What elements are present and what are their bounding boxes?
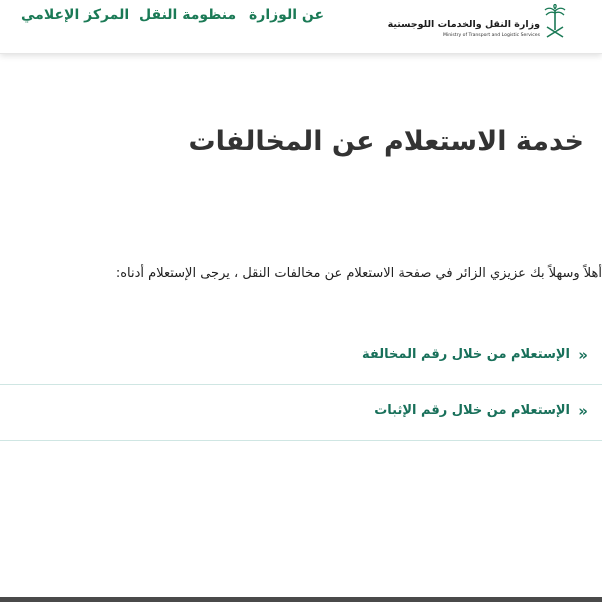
ministry-logo[interactable] [387, 4, 566, 42]
logo-arabic-text: وزارة النقل والخدمات اللوجستية [387, 19, 540, 30]
nav-transport-system[interactable]: منظومة النقل [139, 7, 237, 23]
double-chevron-left-icon: « [578, 346, 588, 364]
nav-media-center[interactable]: المركز الإعلامي [21, 7, 130, 23]
double-chevron-left-icon: « [578, 402, 588, 420]
logo-english-text: Ministry of Transport and Logistic Services [442, 33, 540, 38]
intro-text: أهلاً وسهلاً بك عزيزي الزائر في صفحة الاستعلام عن مخالفات النقل ، يرجى الإستعلام أدناه: [115, 266, 602, 281]
nav-about-ministry[interactable]: عن الوزارة [249, 7, 325, 23]
palm-swords-emblem-icon [544, 4, 566, 40]
page-title: خدمة الاستعلام عن المخالفات [188, 126, 584, 157]
option-label: الإستعلام من خلال رقم المخالفة [362, 347, 570, 362]
option-label: الإستعلام من خلال رقم الإثبات [374, 403, 570, 418]
site-header [0, 0, 602, 54]
inquiry-by-violation-number[interactable] [0, 329, 602, 385]
footer-bar [0, 597, 602, 602]
inquiry-by-proof-number[interactable] [0, 385, 602, 441]
